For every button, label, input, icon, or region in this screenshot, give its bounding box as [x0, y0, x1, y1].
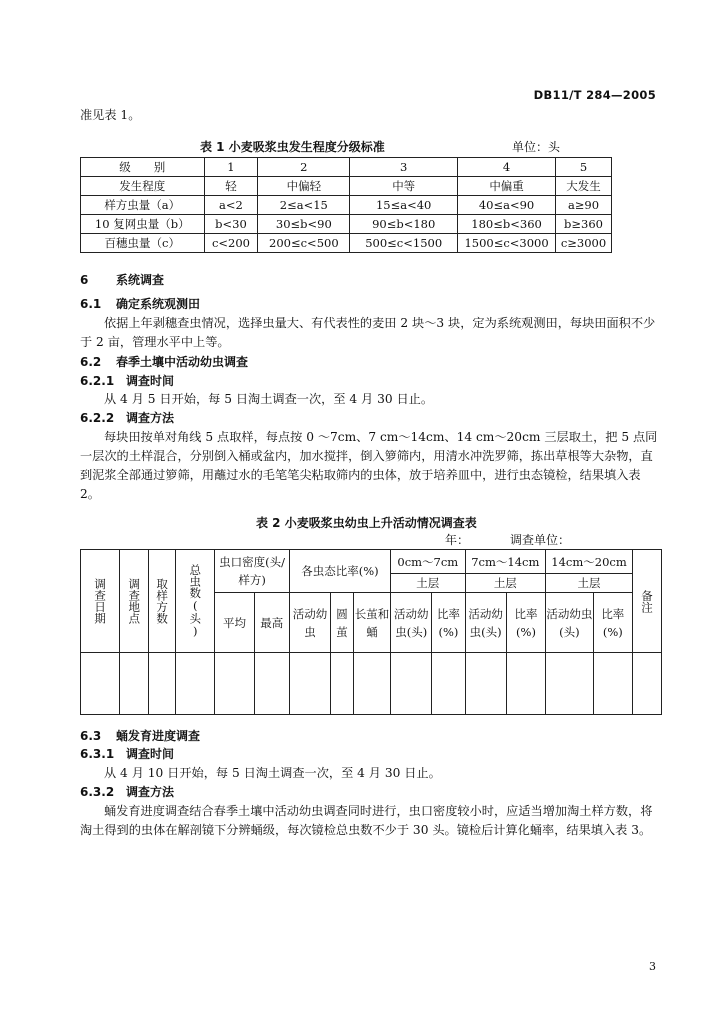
section-heading	[80, 409, 174, 426]
table-cell	[81, 653, 120, 715]
page-number: 3	[649, 960, 656, 973]
table-header-row	[81, 550, 662, 574]
table-cell: c≥3000	[556, 234, 612, 253]
table-cell	[176, 653, 215, 715]
sub-rate-header: 比率(%)	[593, 593, 632, 653]
layer-suffix: 土层	[465, 574, 546, 593]
table-cell	[506, 653, 545, 715]
section-title: 调查方法	[126, 411, 175, 425]
table-cell	[254, 653, 289, 715]
section-heading	[80, 295, 200, 312]
table-row	[81, 177, 612, 196]
section-heading	[80, 372, 174, 389]
table-cell: 90≤b<180	[350, 215, 458, 234]
table-cell	[632, 653, 661, 715]
ratio-group-header: 各虫态比率(%)	[289, 550, 390, 593]
sub-rate-header: 比率(%)	[506, 593, 545, 653]
sub-count-header: 活动幼虫(头)	[391, 593, 432, 653]
table-cell: 10 复网虫量（b）	[81, 215, 205, 234]
table-cell: 百穗虫量（c）	[81, 234, 205, 253]
section-title: 蛹发育进度调查	[116, 729, 201, 743]
layer3-header: 14cm～20cm	[546, 550, 633, 574]
col-place-header: 调查地点	[120, 550, 149, 653]
table-cell: 轻	[204, 177, 258, 196]
section-number: 6.3.2	[80, 785, 115, 799]
sub-count-header: 活动幼虫(头)	[465, 593, 506, 653]
section-title: 调查方法	[126, 785, 175, 799]
table2-larvae-survey	[80, 549, 662, 715]
table2-year-label: 年：	[445, 533, 470, 547]
sub-count-header: 活动幼虫(头)	[546, 593, 594, 653]
col-date-header: 调查日期	[81, 550, 120, 653]
section-heading	[80, 271, 164, 288]
table-cell: 15≤a<40	[350, 196, 458, 215]
sub-cocoon-header: 圆茧	[331, 593, 354, 653]
section-title: 系统调查	[116, 273, 165, 287]
table-cell: 500≤c<1500	[350, 234, 458, 253]
table-cell: 30≤b<90	[258, 215, 350, 234]
table-cell: b<30	[204, 215, 258, 234]
sub-active-header: 活动幼虫	[289, 593, 330, 653]
table-header-row	[81, 158, 612, 177]
table-cell: 200≤c<500	[258, 234, 350, 253]
paragraph: 蛹发育进度调查结合春季土壤中活动幼虫调查同时进行，虫口密度较小时，应适当增加淘土样方数，将淘土得到的虫体在解剖镜下分辨蛹级，每次镜检总虫数不少于 30 头。镜检后计算化蛹率，结果填入表 3。	[80, 804, 653, 837]
table-row	[81, 196, 612, 215]
table-header-cell: 1	[204, 158, 258, 177]
density-group-header: 虫口密度(头/样方)	[215, 550, 289, 593]
col-remark-header: 备注	[632, 550, 661, 653]
sub-avg-header: 平均	[215, 593, 254, 653]
table-cell: 大发生	[556, 177, 612, 196]
section-number: 6.2.2	[80, 411, 115, 425]
paragraph: 从 4 月 10 日开始，每 5 日淘土调查一次，至 4 月 30 日止。	[104, 766, 441, 780]
section-number: 6	[80, 273, 89, 287]
table-row	[81, 234, 612, 253]
col-total-header: 总虫数(头)	[176, 550, 215, 653]
standard-code: DB11/T 284—2005	[533, 88, 656, 102]
section-number: 6.3	[80, 729, 102, 743]
table-cell: 发生程度	[81, 177, 205, 196]
table-cell: c<200	[204, 234, 258, 253]
section-number: 6.2	[80, 355, 102, 369]
table-header-cell: 3	[350, 158, 458, 177]
layer-suffix: 土层	[391, 574, 465, 593]
section-title: 调查时间	[126, 374, 175, 388]
table-header-cell: 4	[458, 158, 556, 177]
table-cell	[215, 653, 254, 715]
layer1-header: 0cm～7cm	[391, 550, 465, 574]
section-number: 6.2.1	[80, 374, 115, 388]
section-title: 春季土壤中活动幼虫调查	[116, 355, 249, 369]
sub-long-header: 长茧和蛹	[353, 593, 390, 653]
table-cell	[331, 653, 354, 715]
table-row	[81, 215, 612, 234]
section-title: 确定系统观测田	[116, 297, 201, 311]
paragraph: 从 4 月 5 日开始，每 5 日淘土调查一次，至 4 月 30 日止。	[104, 392, 434, 406]
sub-rate-header: 比率(%)	[432, 593, 465, 653]
table-cell	[593, 653, 632, 715]
layer2-header: 7cm～14cm	[465, 550, 546, 574]
table-cell	[391, 653, 432, 715]
table-cell: 180≤b<360	[458, 215, 556, 234]
table-cell: a<2	[204, 196, 258, 215]
table-row	[81, 653, 662, 715]
section-heading	[80, 353, 248, 370]
table-cell	[289, 653, 330, 715]
table2-caption: 表 2 小麦吸浆虫幼虫上升活动情况调查表	[256, 516, 477, 530]
layer-suffix: 土层	[546, 574, 633, 593]
table2-unit-label: 调查单位：	[510, 533, 571, 547]
table-cell: 中偏重	[458, 177, 556, 196]
table-cell	[149, 653, 176, 715]
paragraph: 依据上年剥穗查虫情况，选择虫量大、有代表性的麦田 2 块～3 块，定为系统观测田，每块田面积不少于 2 亩，管理水平中上等。	[80, 316, 656, 349]
section-heading	[80, 783, 174, 800]
table-cell	[353, 653, 390, 715]
table-cell: 中等	[350, 177, 458, 196]
table-cell	[432, 653, 465, 715]
table-cell: a≥90	[556, 196, 612, 215]
table-cell: b≥360	[556, 215, 612, 234]
table-header-cell: 级 别	[81, 158, 205, 177]
table-cell	[120, 653, 149, 715]
section-heading	[80, 727, 200, 744]
table-cell	[546, 653, 594, 715]
table-cell: 2≤a<15	[258, 196, 350, 215]
section-number: 6.3.1	[80, 747, 115, 761]
table1-caption: 表 1 小麦吸浆虫发生程度分级标准	[200, 140, 385, 154]
table-cell	[465, 653, 506, 715]
sub-max-header: 最高	[254, 593, 289, 653]
paragraph: 每块田按单对角线 5 点取样，每点按 0 ～7cm、7 cm～14cm、14 cm～20cm 三层取土，把 5 点同一层次的土样混合，分别倒入桶或盆内，加水搅拌，倒入箩筛内，用清水冲洗罗筛，拣出草根等大杂物，直到泥浆全部通过箩筛，用蘸过水的毛笔笔尖粘取筛内的虫体，放于培养皿中，进行虫态镜检，结果填入表 2。	[80, 430, 658, 501]
table1-unit: 单位：头	[512, 140, 561, 154]
section-heading	[80, 745, 174, 762]
table-cell: 1500≤c<3000	[458, 234, 556, 253]
table-cell: 中偏轻	[258, 177, 350, 196]
section-title: 调查时间	[126, 747, 175, 761]
col-samples-header: 取样方数	[149, 550, 176, 653]
table-cell: 40≤a<90	[458, 196, 556, 215]
table1-grading-standard	[80, 157, 612, 253]
section-number: 6.1	[80, 297, 102, 311]
intro-line: 准见表 1。	[80, 108, 141, 122]
table-cell: 样方虫量（a）	[81, 196, 205, 215]
table-header-cell: 2	[258, 158, 350, 177]
table-header-cell: 5	[556, 158, 612, 177]
